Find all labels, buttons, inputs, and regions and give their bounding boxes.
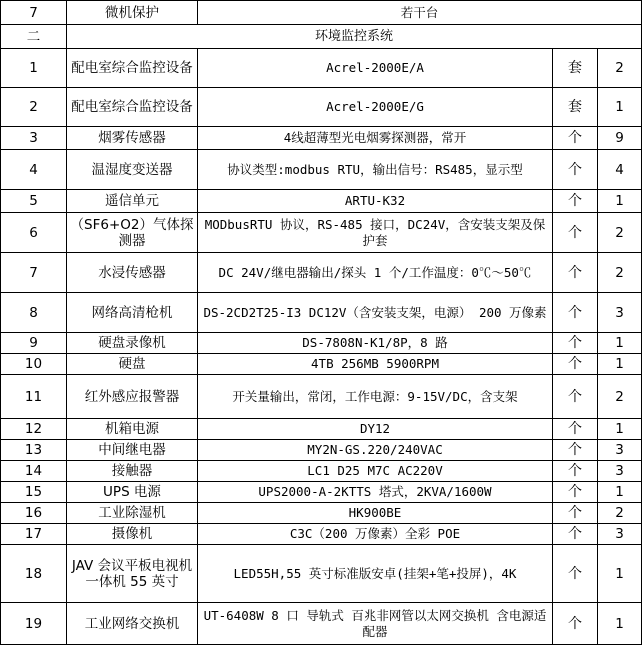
item-qty: 1 bbox=[598, 354, 642, 375]
item-unit: 个 bbox=[553, 213, 598, 253]
item-name: 工业除湿机 bbox=[67, 503, 198, 524]
item-qty: 2 bbox=[598, 375, 642, 419]
item-qty: 3 bbox=[598, 524, 642, 545]
item-qty: 3 bbox=[598, 440, 642, 461]
item-unit: 个 bbox=[553, 375, 598, 419]
row-number: 4 bbox=[1, 150, 67, 190]
table-row bbox=[1, 213, 642, 253]
item-qty: 2 bbox=[598, 503, 642, 524]
item-unit: 个 bbox=[553, 333, 598, 354]
item-unit: 个 bbox=[553, 524, 598, 545]
item-name: JAV 会议平板电视机一体机 55 英寸 bbox=[67, 545, 198, 603]
item-name: 中间继电器 bbox=[67, 440, 198, 461]
table-row bbox=[1, 524, 642, 545]
table-row bbox=[1, 482, 642, 503]
item-unit: 个 bbox=[553, 545, 598, 603]
row-number: 1 bbox=[1, 49, 67, 88]
item-unit: 个 bbox=[553, 127, 598, 150]
table-row bbox=[1, 354, 642, 375]
item-spec: MODbusRTU 协议，RS-485 接口，DC24V，含安装支架及保护套 bbox=[198, 213, 553, 253]
item-spec: 若干台 bbox=[198, 1, 642, 25]
item-qty: 1 bbox=[598, 88, 642, 127]
item-name: 遥信单元 bbox=[67, 190, 198, 213]
item-spec: Acrel-2000E/A bbox=[198, 49, 553, 88]
item-spec: MY2N-GS.220/240VAC bbox=[198, 440, 553, 461]
item-qty: 1 bbox=[598, 333, 642, 354]
item-unit: 个 bbox=[553, 603, 598, 645]
row-number: 7 bbox=[1, 1, 67, 25]
item-unit: 个 bbox=[553, 190, 598, 213]
item-spec: DS-7808N-K1/8P，8 路 bbox=[198, 333, 553, 354]
row-number: 6 bbox=[1, 213, 67, 253]
item-name: 微机保护 bbox=[67, 1, 198, 25]
item-unit: 个 bbox=[553, 150, 598, 190]
section-row bbox=[1, 25, 642, 49]
item-qty: 2 bbox=[598, 253, 642, 293]
table-row bbox=[1, 603, 642, 645]
row-number: 8 bbox=[1, 293, 67, 333]
item-name: 烟雾传感器 bbox=[67, 127, 198, 150]
row-number: 13 bbox=[1, 440, 67, 461]
table-row bbox=[1, 503, 642, 524]
item-spec: 协议类型:modbus RTU，输出信号：RS485，显示型 bbox=[198, 150, 553, 190]
item-qty: 4 bbox=[598, 150, 642, 190]
item-spec: 4线超薄型光电烟雾探测器，常开 bbox=[198, 127, 553, 150]
table-row bbox=[1, 88, 642, 127]
table-row bbox=[1, 461, 642, 482]
item-unit: 个 bbox=[553, 503, 598, 524]
item-unit: 个 bbox=[553, 440, 598, 461]
row-number: 11 bbox=[1, 375, 67, 419]
table-row bbox=[1, 253, 642, 293]
item-unit: 个 bbox=[553, 461, 598, 482]
table-row bbox=[1, 440, 642, 461]
item-name: 硬盘录像机 bbox=[67, 333, 198, 354]
item-unit: 个 bbox=[553, 253, 598, 293]
table-row bbox=[1, 190, 642, 213]
section-number: 二 bbox=[1, 25, 67, 49]
item-spec: DS-2CD2T25-I3 DC12V（含安装支架，电源） 200 万像素 bbox=[198, 293, 553, 333]
item-name: （SF6+O2）气体探测器 bbox=[67, 213, 198, 253]
item-unit: 个 bbox=[553, 293, 598, 333]
item-name: 硬盘 bbox=[67, 354, 198, 375]
item-qty: 1 bbox=[598, 603, 642, 645]
row-number: 17 bbox=[1, 524, 67, 545]
item-spec: LC1 D25 M7C AC220V bbox=[198, 461, 553, 482]
item-spec: UT-6408W 8 口 导轨式 百兆非网管以太网交换机 含电源适配器 bbox=[198, 603, 553, 645]
item-spec: DC 24V/继电器输出/探头 1 个/工作温度：0℃～50℃ bbox=[198, 253, 553, 293]
row-number: 5 bbox=[1, 190, 67, 213]
table-row bbox=[1, 1, 642, 25]
item-qty: 2 bbox=[598, 49, 642, 88]
table-row bbox=[1, 375, 642, 419]
item-unit: 个 bbox=[553, 419, 598, 440]
item-qty: 3 bbox=[598, 293, 642, 333]
item-name: 摄像机 bbox=[67, 524, 198, 545]
row-number: 9 bbox=[1, 333, 67, 354]
table-row bbox=[1, 545, 642, 603]
item-name: 工业网络交换机 bbox=[67, 603, 198, 645]
item-name: 网络高清枪机 bbox=[67, 293, 198, 333]
item-qty: 2 bbox=[598, 213, 642, 253]
item-spec: Acrel-2000E/G bbox=[198, 88, 553, 127]
row-number: 3 bbox=[1, 127, 67, 150]
item-unit: 套 bbox=[553, 88, 598, 127]
item-spec: LED55H,55 英寸标准版安卓(挂架+笔+投屏)，4K bbox=[198, 545, 553, 603]
row-number: 18 bbox=[1, 545, 67, 603]
table-row bbox=[1, 150, 642, 190]
item-unit: 套 bbox=[553, 49, 598, 88]
item-name: 接触器 bbox=[67, 461, 198, 482]
item-qty: 1 bbox=[598, 190, 642, 213]
item-qty: 9 bbox=[598, 127, 642, 150]
row-number: 2 bbox=[1, 88, 67, 127]
row-number: 14 bbox=[1, 461, 67, 482]
item-spec: C3C（200 万像素）全彩 POE bbox=[198, 524, 553, 545]
item-spec: 4TB 256MB 5900RPM bbox=[198, 354, 553, 375]
table-row bbox=[1, 333, 642, 354]
item-unit: 个 bbox=[553, 482, 598, 503]
item-name: 配电室综合监控设备 bbox=[67, 49, 198, 88]
row-number: 7 bbox=[1, 253, 67, 293]
item-name: 机箱电源 bbox=[67, 419, 198, 440]
table-row bbox=[1, 127, 642, 150]
row-number: 19 bbox=[1, 603, 67, 645]
table-row bbox=[1, 293, 642, 333]
item-qty: 3 bbox=[598, 461, 642, 482]
item-spec: HK900BE bbox=[198, 503, 553, 524]
item-unit: 个 bbox=[553, 354, 598, 375]
item-name: 水浸传感器 bbox=[67, 253, 198, 293]
item-qty: 1 bbox=[598, 482, 642, 503]
item-name: 配电室综合监控设备 bbox=[67, 88, 198, 127]
row-number: 15 bbox=[1, 482, 67, 503]
row-number: 16 bbox=[1, 503, 67, 524]
row-number: 12 bbox=[1, 419, 67, 440]
item-spec: UPS2000-A-2KTTS 塔式，2KVA/1600W bbox=[198, 482, 553, 503]
item-qty: 1 bbox=[598, 545, 642, 603]
table-row bbox=[1, 49, 642, 88]
table-row bbox=[1, 419, 642, 440]
item-name: 温湿度变送器 bbox=[67, 150, 198, 190]
item-spec: ARTU-K32 bbox=[198, 190, 553, 213]
item-qty: 1 bbox=[598, 419, 642, 440]
row-number: 10 bbox=[1, 354, 67, 375]
item-name: UPS 电源 bbox=[67, 482, 198, 503]
section-title: 环境监控系统 bbox=[67, 25, 642, 49]
item-spec: DY12 bbox=[198, 419, 553, 440]
item-name: 红外感应报警器 bbox=[67, 375, 198, 419]
item-spec: 开关量输出，常闭，工作电源：9-15V/DC，含支架 bbox=[198, 375, 553, 419]
